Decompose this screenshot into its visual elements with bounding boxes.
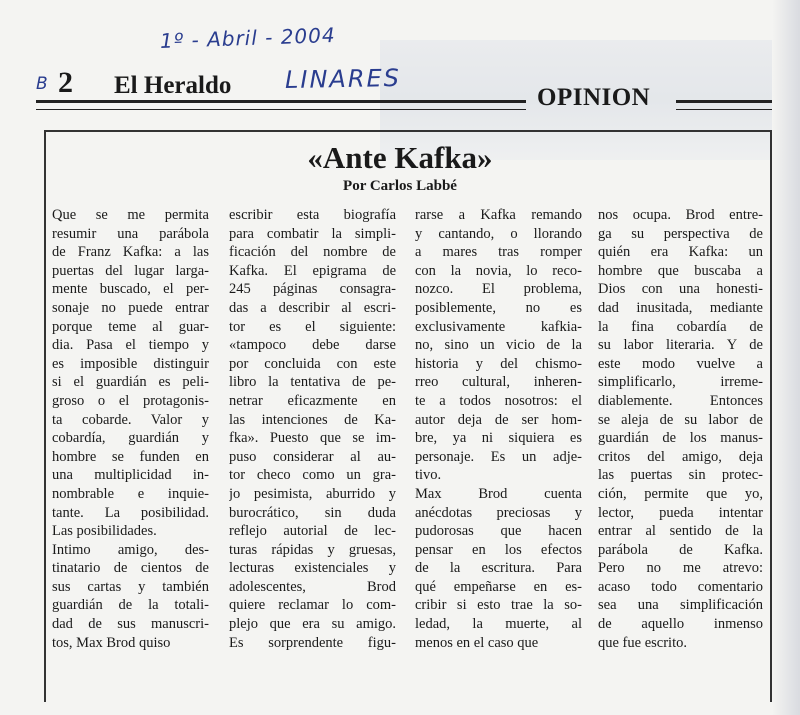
section-rule-right [676,100,772,110]
article-line: menos en el caso que [415,634,539,651]
newspaper-name: El Heraldo [114,72,232,99]
article-headline: «Ante Kafka» [307,140,493,175]
article-line: resumir una parábola [52,225,209,242]
article-line: autor deja de ser hom- [415,411,582,428]
article-line: puertas del lugar larga- [52,262,209,279]
article-line: das a describir al escri- [229,299,396,316]
section-label: OPINION [537,84,651,111]
article-line: burocrático, sin duda [229,504,396,521]
article-line: Las posibilidades. [52,523,157,540]
article-line: «tampoco debe darse [229,337,396,354]
article-line: reflejo autorial de lec- [229,523,396,540]
article-column-2 [229,206,396,652]
article-line: a mares tras romper [415,244,582,261]
article-line: bre, ya ni siquiera es [415,430,582,447]
article-line: groso o el protagonis- [52,392,209,409]
article-line: plejo que era su amigo. [229,616,396,633]
article-line: de Franz Kafka: a las [52,244,209,261]
article-column-3 [415,206,582,652]
article-line: su labor literaria. Y de [598,337,763,354]
article-line: sonaje no puede entrar [52,299,209,316]
article-line: exclusivamente kafkia- [415,318,582,335]
article-line: tos, Max Brod quiso [52,634,171,651]
article-line: cobardía, guardián y [52,430,209,447]
article-line: este modo vuelve a [598,355,763,372]
article-line: fka». Puesto que se im- [229,430,396,447]
article-line: Intimo amigo, des- [52,541,209,558]
article-line: pudorosas que hacen [415,523,582,540]
article-line: dia. Pasa el tiempo y [52,337,209,354]
article-byline: Por Carlos Labbé [343,178,457,194]
article-line: libro la tentativa de pe- [229,374,396,391]
article-line: tor es el siguiente: [229,318,396,335]
article-line: ledad, la muerte, al [415,616,582,633]
article-line: puso considerar al au- [229,448,396,465]
article-line: entrar al sentido de la [598,523,763,540]
article-line: una multiplicidad in- [52,467,209,484]
article-line: turas rápidas y gruesas, [229,541,396,558]
handwritten-date: 1º - Abril - 2004 [159,22,336,54]
article-line: dad de sus manuscri- [52,616,209,633]
article-line: Max Brod cuenta [415,485,582,502]
article-line: ta cobarde. Valor y [52,411,209,428]
article-line: ficación del nombre de [229,244,396,261]
article-line: tante. La posibilidad. [52,504,209,521]
article-line: sea una simplificación [598,597,763,614]
article-line: te a todos nosotros: el [415,392,582,409]
section-rule-left [36,100,526,110]
article-line: no, sino un vicio de la [415,337,582,354]
article-line: de la escritura. Para [415,560,582,577]
article-line: las puertas sin protec- [598,467,763,484]
article-line: nombrable e inquie- [52,485,209,502]
article-line: qué empeñarse en es- [415,578,582,595]
article-line: rarse a Kafka remando [415,207,582,223]
article-line: si el guardián es peli- [52,374,209,391]
handwritten-city: LINARES [284,63,402,95]
article-line: con la novia, lo reco- [415,262,582,279]
article-line: que fue escrito. [598,634,687,651]
article-line: Que se me permita [52,207,209,223]
article-line: pensar en los efectos [415,541,582,558]
article-line: se aleja de su labor de [598,411,763,428]
article-line: sus cartas y también [52,578,209,595]
article-line: personaje. Es un adje- [415,448,582,465]
article-line: acaso todo comentario [598,578,763,595]
article-line: nozco. El problema, [415,281,582,298]
article-line: Pero no me atrevo: [598,560,763,577]
article-line: tinatario de cientos de [52,560,209,577]
article-line: critos del amigo, deja [598,448,763,465]
article-line: parábola de Kafka. [598,541,763,558]
article-line: simplificarlo, irreme- [598,374,763,391]
page-number: 2 [58,66,73,99]
article-line: porque teme al guar- [52,318,209,335]
article-line: cribir si esto trae la so- [415,597,582,614]
article-line: guardián de los manus- [598,430,763,447]
article-line: guardián de la totali- [52,597,209,614]
article-line: Kafka. El epigrama de [229,262,396,279]
article-line: de aquello inmenso [598,616,763,633]
article-line: netrar eficazmente en [229,392,396,409]
article-line: ga su perspectiva de [598,225,763,242]
article-line: lector, pueda intentar [598,504,763,521]
article-line: nos ocupa. Brod entre- [598,207,763,223]
article-line: anécdotas preciosas y [415,504,582,521]
article-column-1 [52,206,209,652]
article-line: jo pesimista, aburrido y [229,485,396,502]
article-line: las intenciones de Ka- [229,411,396,428]
article-line: historia y del chismo- [415,355,582,372]
article-line: para combatir la simpli- [229,225,396,242]
article-line: escribir esta biografía [229,207,396,223]
article-column-4 [598,206,763,652]
article-line: 245 páginas consagra- [229,281,396,298]
article-line: ción, permite que yo, [598,485,763,502]
article-line: mente buscado, el per- [52,281,209,298]
article-line: hombre se funden en [52,448,209,465]
article-line: es imposible distinguir [52,355,209,372]
article-line: y cantando, o llorando [415,225,582,242]
article-line: posiblemente, no es [415,299,582,316]
article-line: quiere reclamar lo com- [229,597,396,614]
article-line: rreo cultural, inheren- [415,374,582,391]
article-line: dad inusitada, mediante [598,299,763,316]
article-line: Es sorprendente figu- [229,634,396,651]
article-line: tivo. [415,467,442,484]
article-line: tor checo como un gra- [229,467,396,484]
article-line: lecturas existenciales y [229,560,396,577]
article-line: diablemente. Entonces [598,392,763,409]
article-line: la fina cobardía de [598,318,763,335]
article-line: quién era Kafka: un [598,244,763,261]
handwritten-page-mark: B [36,74,49,94]
article-line: por concluida con este [229,355,396,372]
article-line: adolescentes, Brod [229,578,396,595]
article-line: hombre que buscaba a [598,262,763,279]
article-line: Dios con una honesti- [598,281,763,298]
scan-edge-shadow [772,0,800,715]
